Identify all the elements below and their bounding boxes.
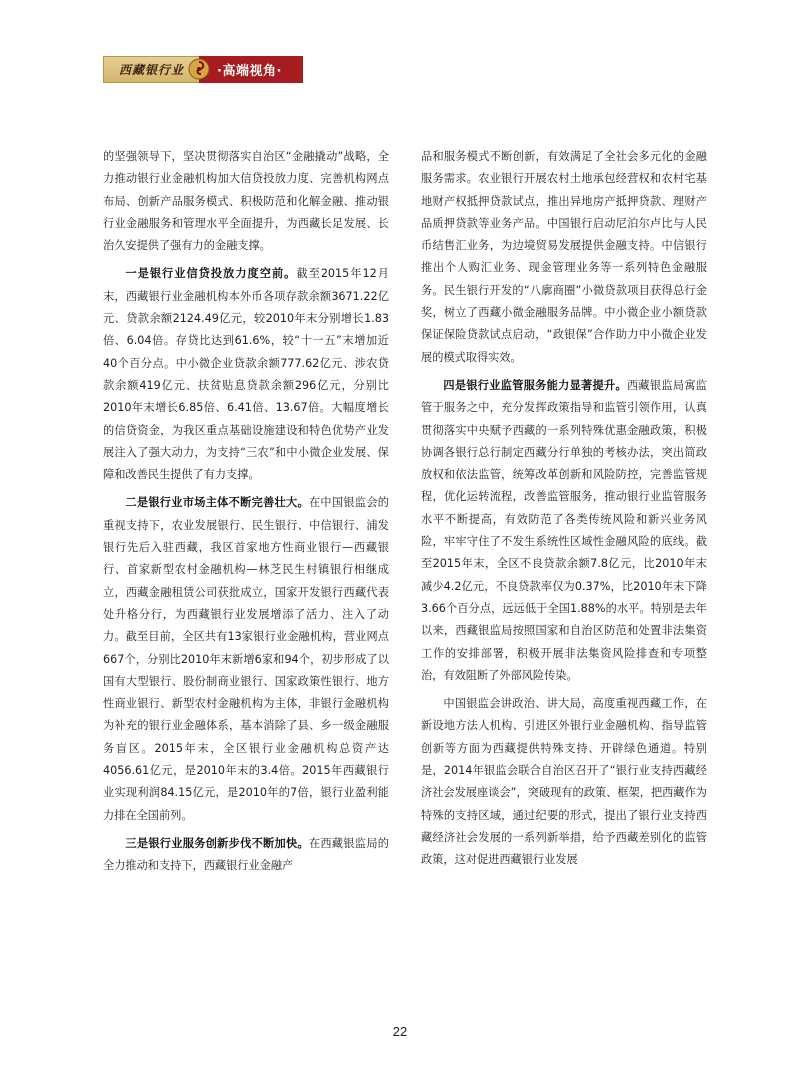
right-column — [421, 146, 707, 872]
left-column — [103, 146, 389, 878]
paragraph-lead: 一是银行业信贷投放力度空前。 — [125, 267, 297, 281]
paragraph — [103, 833, 389, 878]
paragraph-lead: 三是银行业服务创新步伐不断加快。 — [125, 836, 309, 850]
brand-text: 西藏银行业 — [118, 63, 184, 77]
paragraph — [103, 492, 389, 826]
paragraph — [421, 375, 707, 687]
paragraph: 的坚强领导下，坚决贯彻落实自治区“金融撬动”战略，全力推动银行业金融机构加大信贷投放力度、完善机构网点布局、创新产品服务模式、积极防范和化解金融、推动银行业金融服务和管理水平全面提升，为西藏长足发展、长治久安提供了强有力的金融支撑。 — [103, 150, 389, 253]
paragraph: 品和服务模式不断创新，有效满足了全社会多元化的金融服务需求。农业银行开展农村土地承包经营权和农村宅基地财产权抵押贷款试点，推出异地房产抵押贷款、理财产品质押贷款等业务产品。中国银行启动尼泊尔卢比与人民币结售汇业务，为边境贸易发展提供金融支持。中信银行推出个人购汇业务、现金管理业务等一系列特色金融服务。民生银行开发的“八廓商圈”小微贷款项目获得总行金奖，树立了西藏小微金融服务品牌。中小微企业小额贷款保证保险贷款试点启动，“政银保”合作助力中小微企业发展的模式取得实效。 — [421, 150, 707, 364]
paragraph-body: 截至2015年12月末，西藏银行业金融机构本外币各项存款余额3671.22亿元、贷款余额2124.49亿元，较2010年末分别增长1.83倍、6.04倍。存贷比达到61.6%，较“十一五”末增加近40个百分点。中小微企业贷款余额777.62亿元、涉农贷款余额419亿元、扶贫贴息贷款余额296亿元，分别比2010年末增长6.85倍、6.41倍、13.67倍。大幅度增长的信贷资金，为我区重点基础设施建设和特色优势产业发展注入了强大动力，为支持“三农”和中小微企业发展、保障和改善民生提供了有力支撑。 — [103, 267, 389, 482]
paragraph-body: 在西藏银监局的全力推动和支持下，西藏银行业金融产 — [103, 836, 389, 873]
paragraph-body: 在中国银监会的重视支持下，农业发展银行、民生银行、中信银行、浦发银行先后入驻西藏，我区首家地方性商业银行—西藏银行、首家新型农村金融机构—林芝民生村镇银行相继成立，西藏金融租赁公司获批成立，国家开发银行西藏代表处升格分行，为西藏银行业发展增添了活力、注入了动力。截至目前，全区共有13家银行业金融机构，营业网点667个，分别比2010年末新增6家和94个，初步形成了以国有大型银行、股份制商业银行、国家政策性银行、地方性商业银行、新型农村金融机构为主体，非银行金融机构为补充的银行业金融体系，基本消除了县、乡一级金融服务盲区。2015年末，全区银行业金融机构总资产达4056.61亿元，是2010年末的3.4倍。2015年西藏银行业实现利润84.15亿元，是2010年的7倍，银行业盈利能力排在全国前列。 — [103, 496, 389, 822]
paragraph: 中国银监会讲政治、讲大局，高度重视西藏工作，在新设地方法人机构、引进区外银行业金融机构、指导监管创新等方面为西藏提供特殊支持、开辟绿色通道。特别是，2014年银监会联合自治区召开了“银行业支持西藏经济社会发展座谈会”，突破现有的政策、框架，把西藏作为特殊的支持区域，通过纪要的形式，提出了银行业支持西藏经济社会发展的一系列新举措，给予西藏差别化的监管政策，这对促进西藏银行业发展 — [421, 697, 707, 867]
paragraph-lead: 四是银行业监管服务能力显著提升。 — [443, 378, 627, 392]
section-header — [103, 56, 303, 83]
page-number: 22 — [392, 1024, 408, 1039]
paragraph-body: 西藏银监局寓监管于服务之中，充分发挥政策指导和监管引领作用，认真贯彻落实中央赋予西藏的一系列特殊优惠金融政策，积极协调各银行总行制定西藏分行单独的考核办法，突出简政放权和依法监管，统筹改革创新和风险防控，完善监管规程，优化运转流程，改善监管服务，推动银行业监管服务水平不断提高，有效防范了各类传统风险和新兴业务风险，牢牢守住了不发生系统性区域性金融风险的底线。截至2015年末，全区不良贷款余额7.8亿元，比2010年末减少4.2亿元，不良贷款率仅为0.37%，比2010年末下降3.66个百分点，远远低于全国1.88%的水平。特别是去年以来，西藏银监局按照国家和自治区防范和处置非法集资工作的安排部署，积极开展非法集资风险排查和专项整治，有效阻断了外部风险传染。 — [421, 378, 707, 682]
paragraph — [103, 263, 389, 486]
paragraph-lead: 二是银行业市场主体不断完善壮大。 — [125, 496, 309, 510]
brand-label — [103, 56, 199, 83]
column-tag-text: ·高端视角· — [217, 64, 282, 79]
swirl-ornament-icon — [188, 58, 210, 80]
column-tag — [199, 56, 303, 83]
